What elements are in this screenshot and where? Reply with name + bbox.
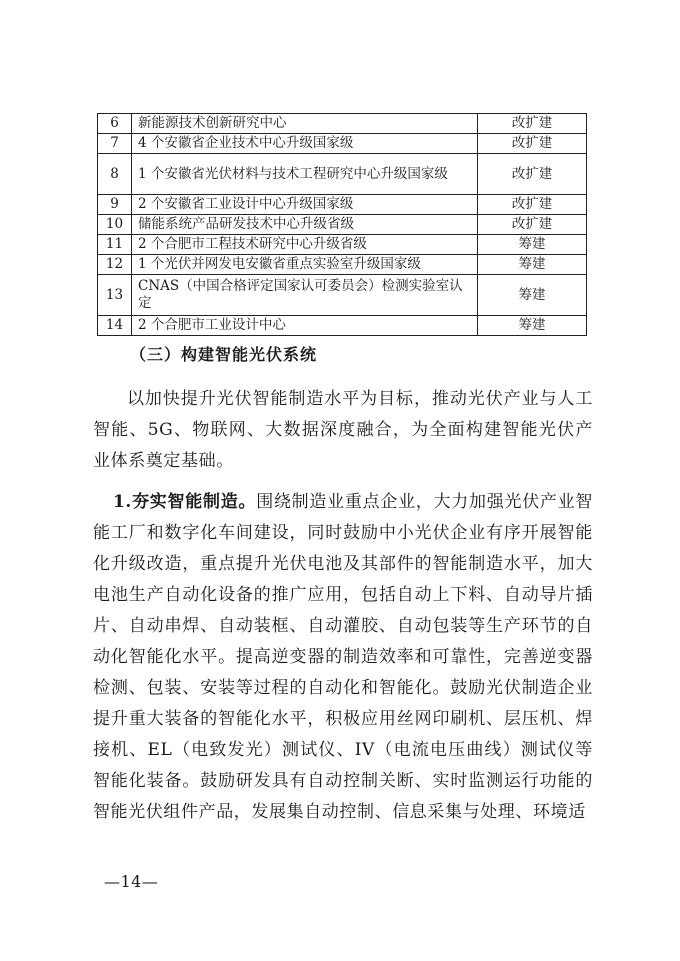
project-name: 1 个光伏并网发电安徽省重点实验室升级国家级 (132, 255, 478, 275)
table-row (98, 134, 587, 154)
item-paragraph (93, 487, 593, 828)
table-row (98, 255, 587, 275)
page-number: —14— (104, 872, 159, 891)
table-row (98, 275, 587, 316)
project-status: 改扩建 (478, 154, 587, 195)
project-name: 4 个安徽省企业技术中心升级国家级 (132, 134, 478, 154)
project-status: 筹建 (478, 275, 587, 316)
table-row (98, 114, 587, 134)
row-number: 11 (98, 235, 132, 255)
row-number: 6 (98, 114, 132, 134)
table-row (98, 215, 587, 235)
table-row (98, 154, 587, 195)
project-status: 筹建 (478, 235, 587, 255)
project-status: 改扩建 (478, 195, 587, 215)
row-number: 14 (98, 316, 132, 336)
section-heading: （三）构建智能光伏系统 (130, 345, 318, 364)
row-number: 8 (98, 154, 132, 195)
item-body: 围绕制造业重点企业，大力加强光伏产业智能工厂和数字化车间建设，同时鼓励中小光伏企业有序开展智能化升级改造，重点提升光伏电池及其部件的智能制造水平，加大电池生产自动化设备的推广应用，包括自动上下料、自动导片插片、自动串焊、自动装框、自动灌胶、自动包装等生产环节的自动化智能化水平。提高逆变器的制造效率和可靠性，完善逆变器检测、包装、安装等过程的自动化和智能化。鼓励光伏制造企业提升重大装备的智能化水平，积极应用丝网印刷机、层压机、焊接机、EL（电致发光）测试仪、IV（电流电压曲线）测试仪等智能化装备。鼓励研发具有自动控制关断、实时监测运行功能的智能光伏组件产品，发展集自动控制、信息采集与处理、环境适 (93, 492, 593, 822)
row-number: 7 (98, 134, 132, 154)
project-status: 筹建 (478, 255, 587, 275)
table-row (98, 316, 587, 336)
row-number: 9 (98, 195, 132, 215)
table-row (98, 195, 587, 215)
row-number: 12 (98, 255, 132, 275)
table-row (98, 235, 587, 255)
project-name: 2 个合肥市工业设计中心 (132, 316, 478, 336)
project-name: 新能源技术创新研究中心 (132, 114, 478, 134)
row-number: 13 (98, 275, 132, 316)
row-number: 10 (98, 215, 132, 235)
project-name: 1 个安徽省光伏材料与技术工程研究中心升级国家级 (132, 154, 478, 195)
project-status: 筹建 (478, 316, 587, 336)
project-status: 改扩建 (478, 134, 587, 154)
project-status: 改扩建 (478, 114, 587, 134)
project-name: 2 个合肥市工程技术研究中心升级省级 (132, 235, 478, 255)
project-name: 储能系统产品研发技术中心升级省级 (132, 215, 478, 235)
intro-paragraph: 以加快提升光伏智能制造水平为目标，推动光伏产业与人工智能、5G、物联网、大数据深度融合，为全面构建智能光伏产业体系奠定基础。 (93, 389, 593, 471)
project-name: CNAS（中国合格评定国家认可委员会）检测实验室认定 (132, 275, 478, 316)
project-name: 2 个安徽省工业设计中心升级国家级 (132, 195, 478, 215)
project-table (97, 113, 587, 336)
project-status: 改扩建 (478, 215, 587, 235)
item-title: 1.夯实智能制造。 (113, 492, 257, 512)
